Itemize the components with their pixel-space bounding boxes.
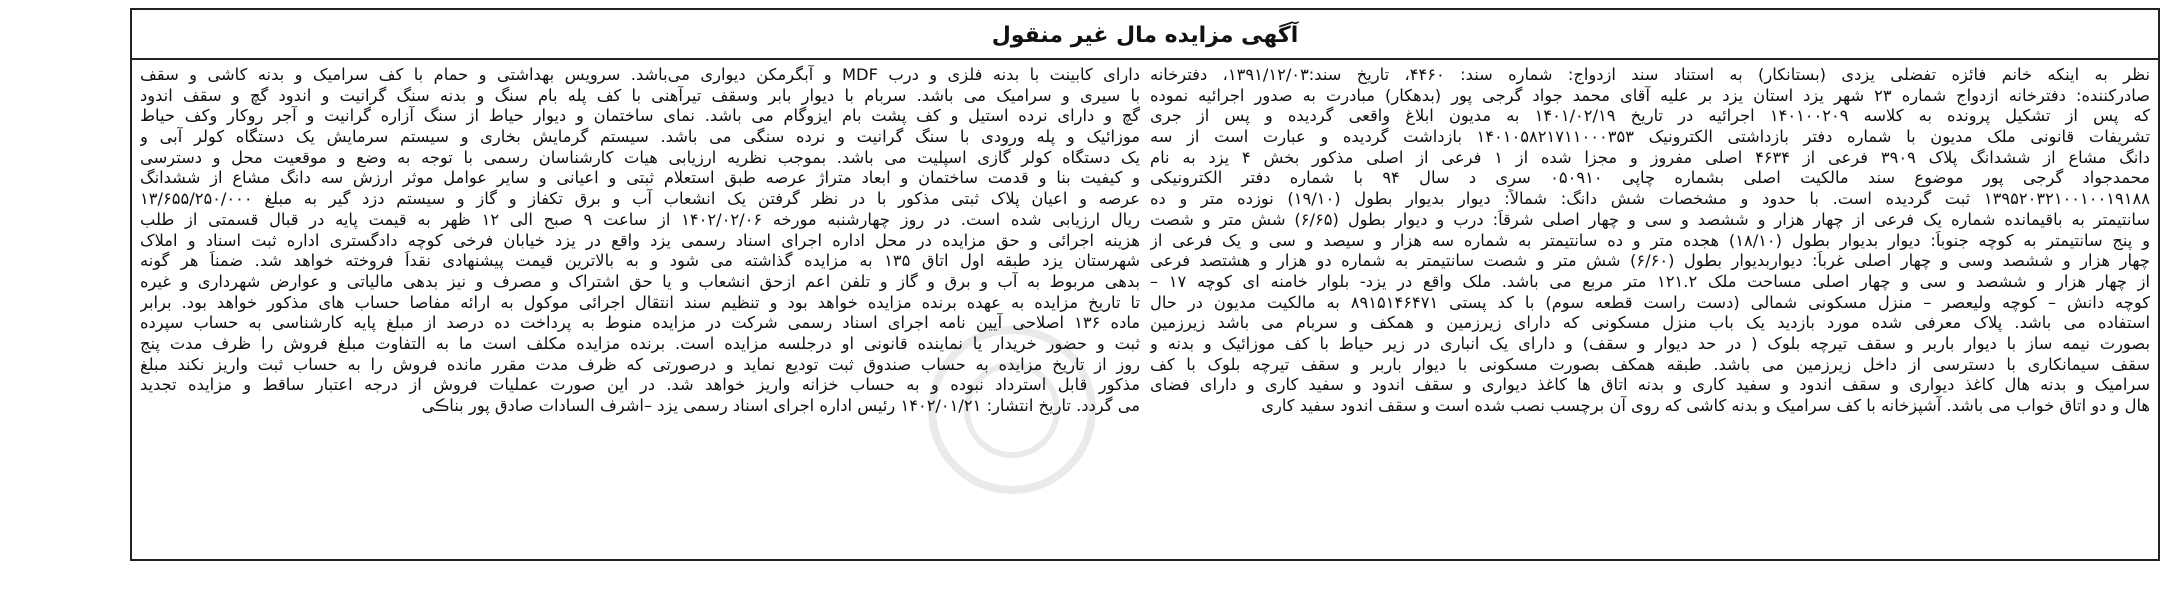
text-line: محمدجواد گرجی پور موضوع سند مالکیت اصلی بشماره چاپی ۰۵۰۹۱۰ سری د سال ۹۴ با شماره دفتر الکترونیکی (1150, 168, 2150, 188)
text-line: تشریفات قانونی ملک مدیون با شماره دفتر بازداشتی الکترونیک ۱۴۰۱۰۵۸۲۱۷۱۱۰۰۰۳۵۳ بازداشت گردیده و عبارت است از سه (1150, 127, 2150, 147)
text-line: تا تاریخ مزایده به عهده برنده مزایده خواهد بود و تنظیم سند انتقال اجرائی موکول به ارائه مفاصا حساب های مذکور خواهد بود. برابر (140, 292, 1140, 312)
text-line: بدهی مربوط به آب و برق و گاز و تلفن اعم ازحق انشعاب و یا حق اشتراک و مصرف و نیز بدهی مالیاتی و عوارض شهرداری و غیره (140, 271, 1140, 291)
text-line: سقف سیمانکاری با دسترسی از داخل زیرزمین می باشد. طبقه همکف بصورت مسکونی با دیوار باربر و سقف تیرچه بلوک با کف (1150, 354, 2150, 374)
text-line: ماده ۱۳۶ اصلاحی آیین نامه اجرای اسناد رسمی شرکت در مزایده منوط به پرداخت ده درصد از مبلغ پایه کارشناسی به حساب سپرده (140, 313, 1140, 333)
text-line: دارای کابینت با بدنه فلزی و درب MDF و آبگرمکن دیواری می‌باشد. سرویس بهداشتی و حمام با کف سرامیک و بدنه کاشی و سقف (140, 65, 1140, 84)
text-line: هزینه اجرائی و حق مزایده در محل اداره اجرای اسناد رسمی یزد واقع در یزد خیابان فرخی کوچه دادگستری اداره ثبت اسناد و املاک (140, 230, 1140, 250)
text-line: یک دستگاه کولر گازی اسپلیت می باشد. بموجب نظریه ارزیابی هیات کارشناسان رسمی با توجه به وضع و موقعیت محل و دسترسی (140, 147, 1140, 167)
notice-title: آگهی مزایده مال غیر منقول (991, 23, 1299, 48)
title-divider (132, 58, 2158, 60)
notice-body (140, 65, 2150, 555)
text-line: چهار هزار و ششصد وسی و چهار اصلی غرباً: دیواربدیوار بطول (۶/۶۰) شش متر و شصت سانتیمتر به شماره دو هزار و هشتصد فرعی (1150, 251, 2150, 271)
text-line: هال و دو اتاق خواب می باشد. آشپزخانه با کف سرامیک و بدنه کاشی که روی آن برچسب نصب شده است و سقف اندود سفید کاری (1261, 396, 2150, 415)
text-line: با سیری و سرامیک می باشد. سربام با دیوار بابر وسقف تیرآهنی با کف پله بام سنگ و بدنه سنگ گرانیت و اندود گچ و سقف اندود (140, 85, 1140, 105)
publication-date-line: می گردد. تاریخ انتشار: ۱۴۰۲/۰۱/۲۱ رئیس اداره اجرای اسناد رسمی یزد –اشرف السادات صادق پور بناڪی (421, 396, 1140, 415)
text-line: ریال ارزیابی شده است. در روز چهارشنبه مورخه ۱۴۰۲/۰۲/۰۶ از ساعت ۹ صبح الی ۱۲ ظهر به قیمت پایه در قبال قسمتی از طلب (140, 209, 1140, 229)
text-line: از چهار هزار و ششصد و سی و چهار اصلی مساحت ملک ۱۲۱.۲ متر مربع می باشد. ملک واقع در یزد- بلوار خامنه ای کوچه ۱۷ – (1150, 271, 2150, 291)
notice-frame (130, 8, 2160, 561)
text-line: که پس از تشکیل پرونده به کلاسه ۱۴۰۱۰۰۲۰۹ اجرائیه در تاریخ ۱۴۰۱/۰۲/۱۹ به مدیون ابلاغ واقعی گردیده و پس از جری (1150, 106, 2150, 126)
text-line: سانتیمتر به باقیمانده شماره یک فرعی از چهار هزار و ششصد و سی و چهار اصلی شرقاً: درب و دیوار بطول (۶/۶۵) شش متر و شصت (1150, 209, 2150, 229)
text-line: و کیفیت بنا و قدمت ساختمان و ابعاد متراژ عرصه طبق استعلام ثبتی و اعیانی و سایر عوامل موثر ارزش سه دانگ مشاع از ششدانگ (140, 168, 1140, 188)
text-line: شهرستان یزد طبقه اول اتاق ۱۳۵ به مزایده گذاشته می شود و به بالاترین قیمت پیشنهادی نقداً فروخته خواهد شد. ضمناً هر گونه (140, 251, 1140, 271)
text-line: ۱۳۹۵۲۰۳۲۱۰۰۱۰۰۱۹۱۸۸ ثبت گردیده است. با حدود و مشخصات شش دانگ: شمالاً: دیوار بدیوار بطول (۱۹/۱۰) نوزده متر و ده (1150, 189, 2150, 209)
text-line: کوچه دانش – کوچه ولیعصر – منزل مسکونی شمالی (دست راست قطعه سوم) با کد پستی ۸۹۱۵۱۴۶۴۷۱ به مالکیت مدیون در حال (1150, 292, 2150, 312)
text-line: موزائیک و پله ورودی با سنگ گرانیت و نرده سنگی می باشد. سیستم گرمایش بخاری و سیستم سرمایش یک دستگاه کولر آبی و (140, 127, 1140, 147)
signature-text: رئیس اداره اجرای اسناد رسمی یزد –اشرف السادات صادق پور بناڪی (421, 396, 901, 415)
text-line: ثبت و حضور خریدار یا نماینده قانونی او درجلسه مزایده است. برنده مزایده مکلف است ما به التفاوت مبلغ فروش را ظرف مدت پنج (140, 333, 1140, 353)
text-line: مذکور قابل استرداد نبوده و به حساب خزانه واریز خواهد شد. در این صورت عملیات فروش از درجه اعتبار ساقط و مزایده تجدید (140, 375, 1140, 395)
text-line: گچ و دارای نرده استیل و کف پشت بام ایزوگام می باشد. نمای ساختمان و دیوار حیاط از سنگ آزاره گرانیت و آجر روکار وکف حیاط (140, 106, 1140, 126)
right-column (1150, 65, 2150, 555)
text-line: عرصه و اعیان پلاک ثبتی مذکور با در نظر گرفتن یک انشعاب آب و برق تکفاز و گاز و سیستم دزد گیر به مبلغ ۱۳/۶۵۵/۲۵۰/۰۰۰ (140, 189, 1140, 209)
left-column (140, 65, 1140, 555)
text-line: و پنج سانتیمتر به کوچه جنوباً: دیوار بدیوار بطول (۱۸/۱۰) هجده متر و ده سانتیمتر به شماره سه هزار و سیصد و سی و یک فرعی از (1150, 230, 2150, 250)
text-line: استفاده می باشد. پلاک معرفی شده مورد بازدید یک باب منزل مسکونی که دارای زیرزمین و همکف و سربام می باشد زیرزمین (1150, 313, 2150, 333)
text-line: دانگ مشاع از ششدانگ پلاک ۳۹۰۹ فرعی از ۴۶۳۴ اصلی مفروز و مجزا شده از ۱ فرعی از اصلی مذکور بخش ۴ یزد به نام (1150, 147, 2150, 167)
text-line: صادرکننده: دفترخانه ازدواج شماره ۲۳ شهر یزد استان یزد بر علیه آقای محمد جواد گرجی پور (بدهکار) مبادرت به صدور اجرائیه نموده (1150, 85, 2150, 105)
text-line: نظر به اینکه خانم فائزه تفضلی یزدی (بستانکار) به استناد سند ازدواج: شماره سند: ۴۴۶۰، تاریخ سند:۱۳۹۱/۱۲/۰۳، دفترخانه (1150, 65, 2150, 84)
text-line: سرامیک و بدنه هال کاغذ دیواری و سقف اندود و سفید کاری و بدنه اتاق ها کاغذ دیواری و سقف اندود و سفید کاری و دارای فضای (1150, 375, 2150, 395)
text-line: بصورت نیمه ساز با دیوار باربر و سقف تیرچه بلوک ( در حد دیوار و سقف) و دارای یک انباری در زیر حیاط با کف موزائیک و بدنه و (1150, 333, 2150, 353)
text-line: روز از تاریخ مزایده به حساب صندوق ثبت تودیع نماید و درصورتی که ظرف مدت مقرر مانده فروش را به حساب ثبت واریز نکند مبلغ (140, 354, 1140, 374)
